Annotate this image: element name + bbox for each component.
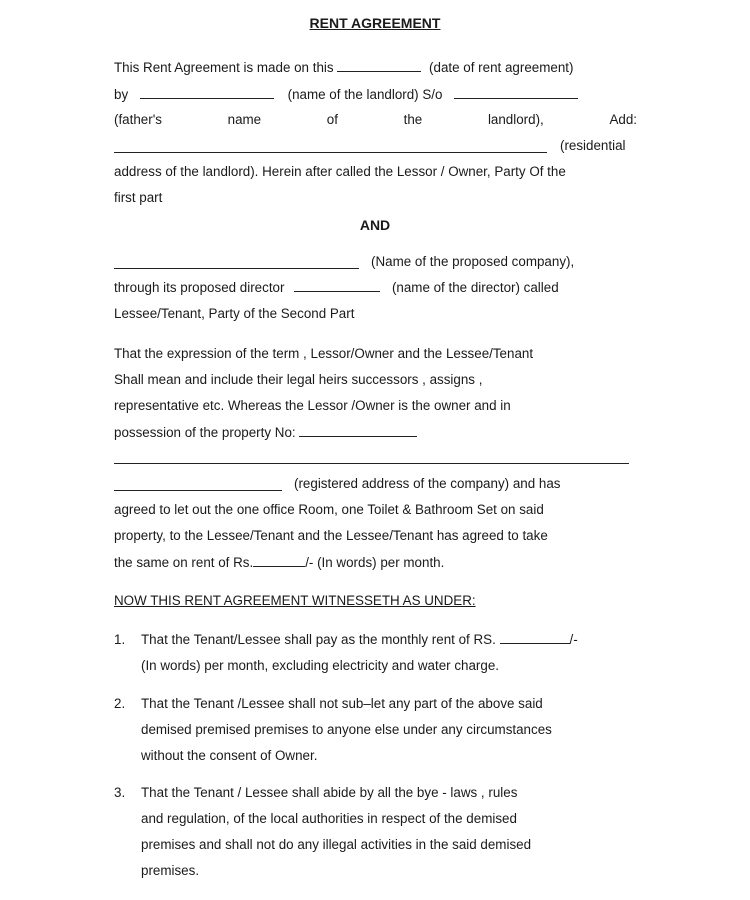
expression-line-5: (registered address of the company) and has bbox=[294, 476, 561, 491]
address-blank[interactable] bbox=[114, 152, 547, 153]
and-heading: AND bbox=[359, 217, 391, 233]
intro-line-6: first part bbox=[114, 190, 163, 205]
expression-line-2: Shall mean and include their legal heirs successors , assigns , bbox=[114, 372, 483, 387]
party2-line-1: (Name of the proposed company), bbox=[371, 254, 575, 269]
father-name-blank[interactable] bbox=[454, 86, 578, 99]
date-blank[interactable] bbox=[337, 59, 421, 72]
expression-line-1: That the expression of the term , Lessor/Owner and the Lessee/Tenant bbox=[114, 346, 534, 361]
expression-line-8: the same on rent of Rs. /- (In words) per month. bbox=[114, 555, 445, 570]
intro-line-3: (father's name of the landlord), Add: bbox=[114, 112, 637, 127]
clause-3-line-1: That the Tenant / Lessee shall abide by all the bye - laws , rules bbox=[141, 785, 518, 800]
clause-3-line-4: premises. bbox=[141, 863, 200, 878]
director-name-blank[interactable] bbox=[294, 279, 380, 292]
expression-line-3: representative etc. Whereas the Lessor /Owner is the owner and in bbox=[114, 398, 511, 413]
clause-2-line-1: That the Tenant /Lessee shall not sub–let any part of the above said bbox=[141, 696, 543, 711]
party2-line-2: through its proposed director (name of the director) called bbox=[114, 280, 559, 295]
clause-2-number: 2. bbox=[114, 696, 126, 711]
expression-line-4: possession of the property No: bbox=[114, 424, 417, 442]
witness-heading: NOW THIS RENT AGREEMENT WITNESSETH AS UNDER: bbox=[114, 593, 476, 608]
intro-line-5: address of the landlord). Herein after called the Lessor / Owner, Party Of the bbox=[114, 164, 566, 179]
intro-line-2: by (name of the landlord) S/o bbox=[114, 86, 578, 104]
property-address-blank[interactable] bbox=[114, 463, 629, 464]
document-title: RENT AGREEMENT bbox=[309, 15, 441, 31]
intro-line-4: (residential bbox=[560, 138, 626, 153]
clause-1-number: 1. bbox=[114, 632, 126, 647]
clause-3-number: 3. bbox=[114, 785, 126, 800]
clause-2-line-3: without the consent of Owner. bbox=[141, 748, 318, 763]
party2-line-3: Lessee/Tenant, Party of the Second Part bbox=[114, 306, 355, 321]
clause-1-line-1: That the Tenant/Lessee shall pay as the monthly rent of RS. /- bbox=[141, 632, 578, 647]
expression-line-7: property, to the Lessee/Tenant and the Lessee/Tenant has agreed to take bbox=[114, 528, 548, 543]
company-address-blank[interactable] bbox=[114, 490, 282, 491]
monthly-rent-blank[interactable] bbox=[500, 631, 570, 644]
clause-2-line-2: demised premised premises to anyone else under any circumstances bbox=[141, 722, 552, 737]
clause-3-line-3: premises and shall not do any illegal activities in the said demised bbox=[141, 837, 532, 852]
landlord-name-blank[interactable] bbox=[140, 86, 274, 99]
company-name-blank[interactable] bbox=[114, 268, 359, 269]
rent-amount-blank[interactable] bbox=[253, 554, 305, 567]
expression-line-6: agreed to let out the one office Room, one Toilet & Bathroom Set on said bbox=[114, 502, 544, 517]
clause-3-line-2: and regulation, of the local authorities in respect of the demised bbox=[141, 811, 517, 826]
intro-line-1: This Rent Agreement is made on this (date of rent agreement) bbox=[114, 60, 574, 75]
property-no-blank[interactable] bbox=[299, 424, 417, 437]
clause-1-line-2: (In words) per month, excluding electricity and water charge. bbox=[141, 658, 499, 673]
